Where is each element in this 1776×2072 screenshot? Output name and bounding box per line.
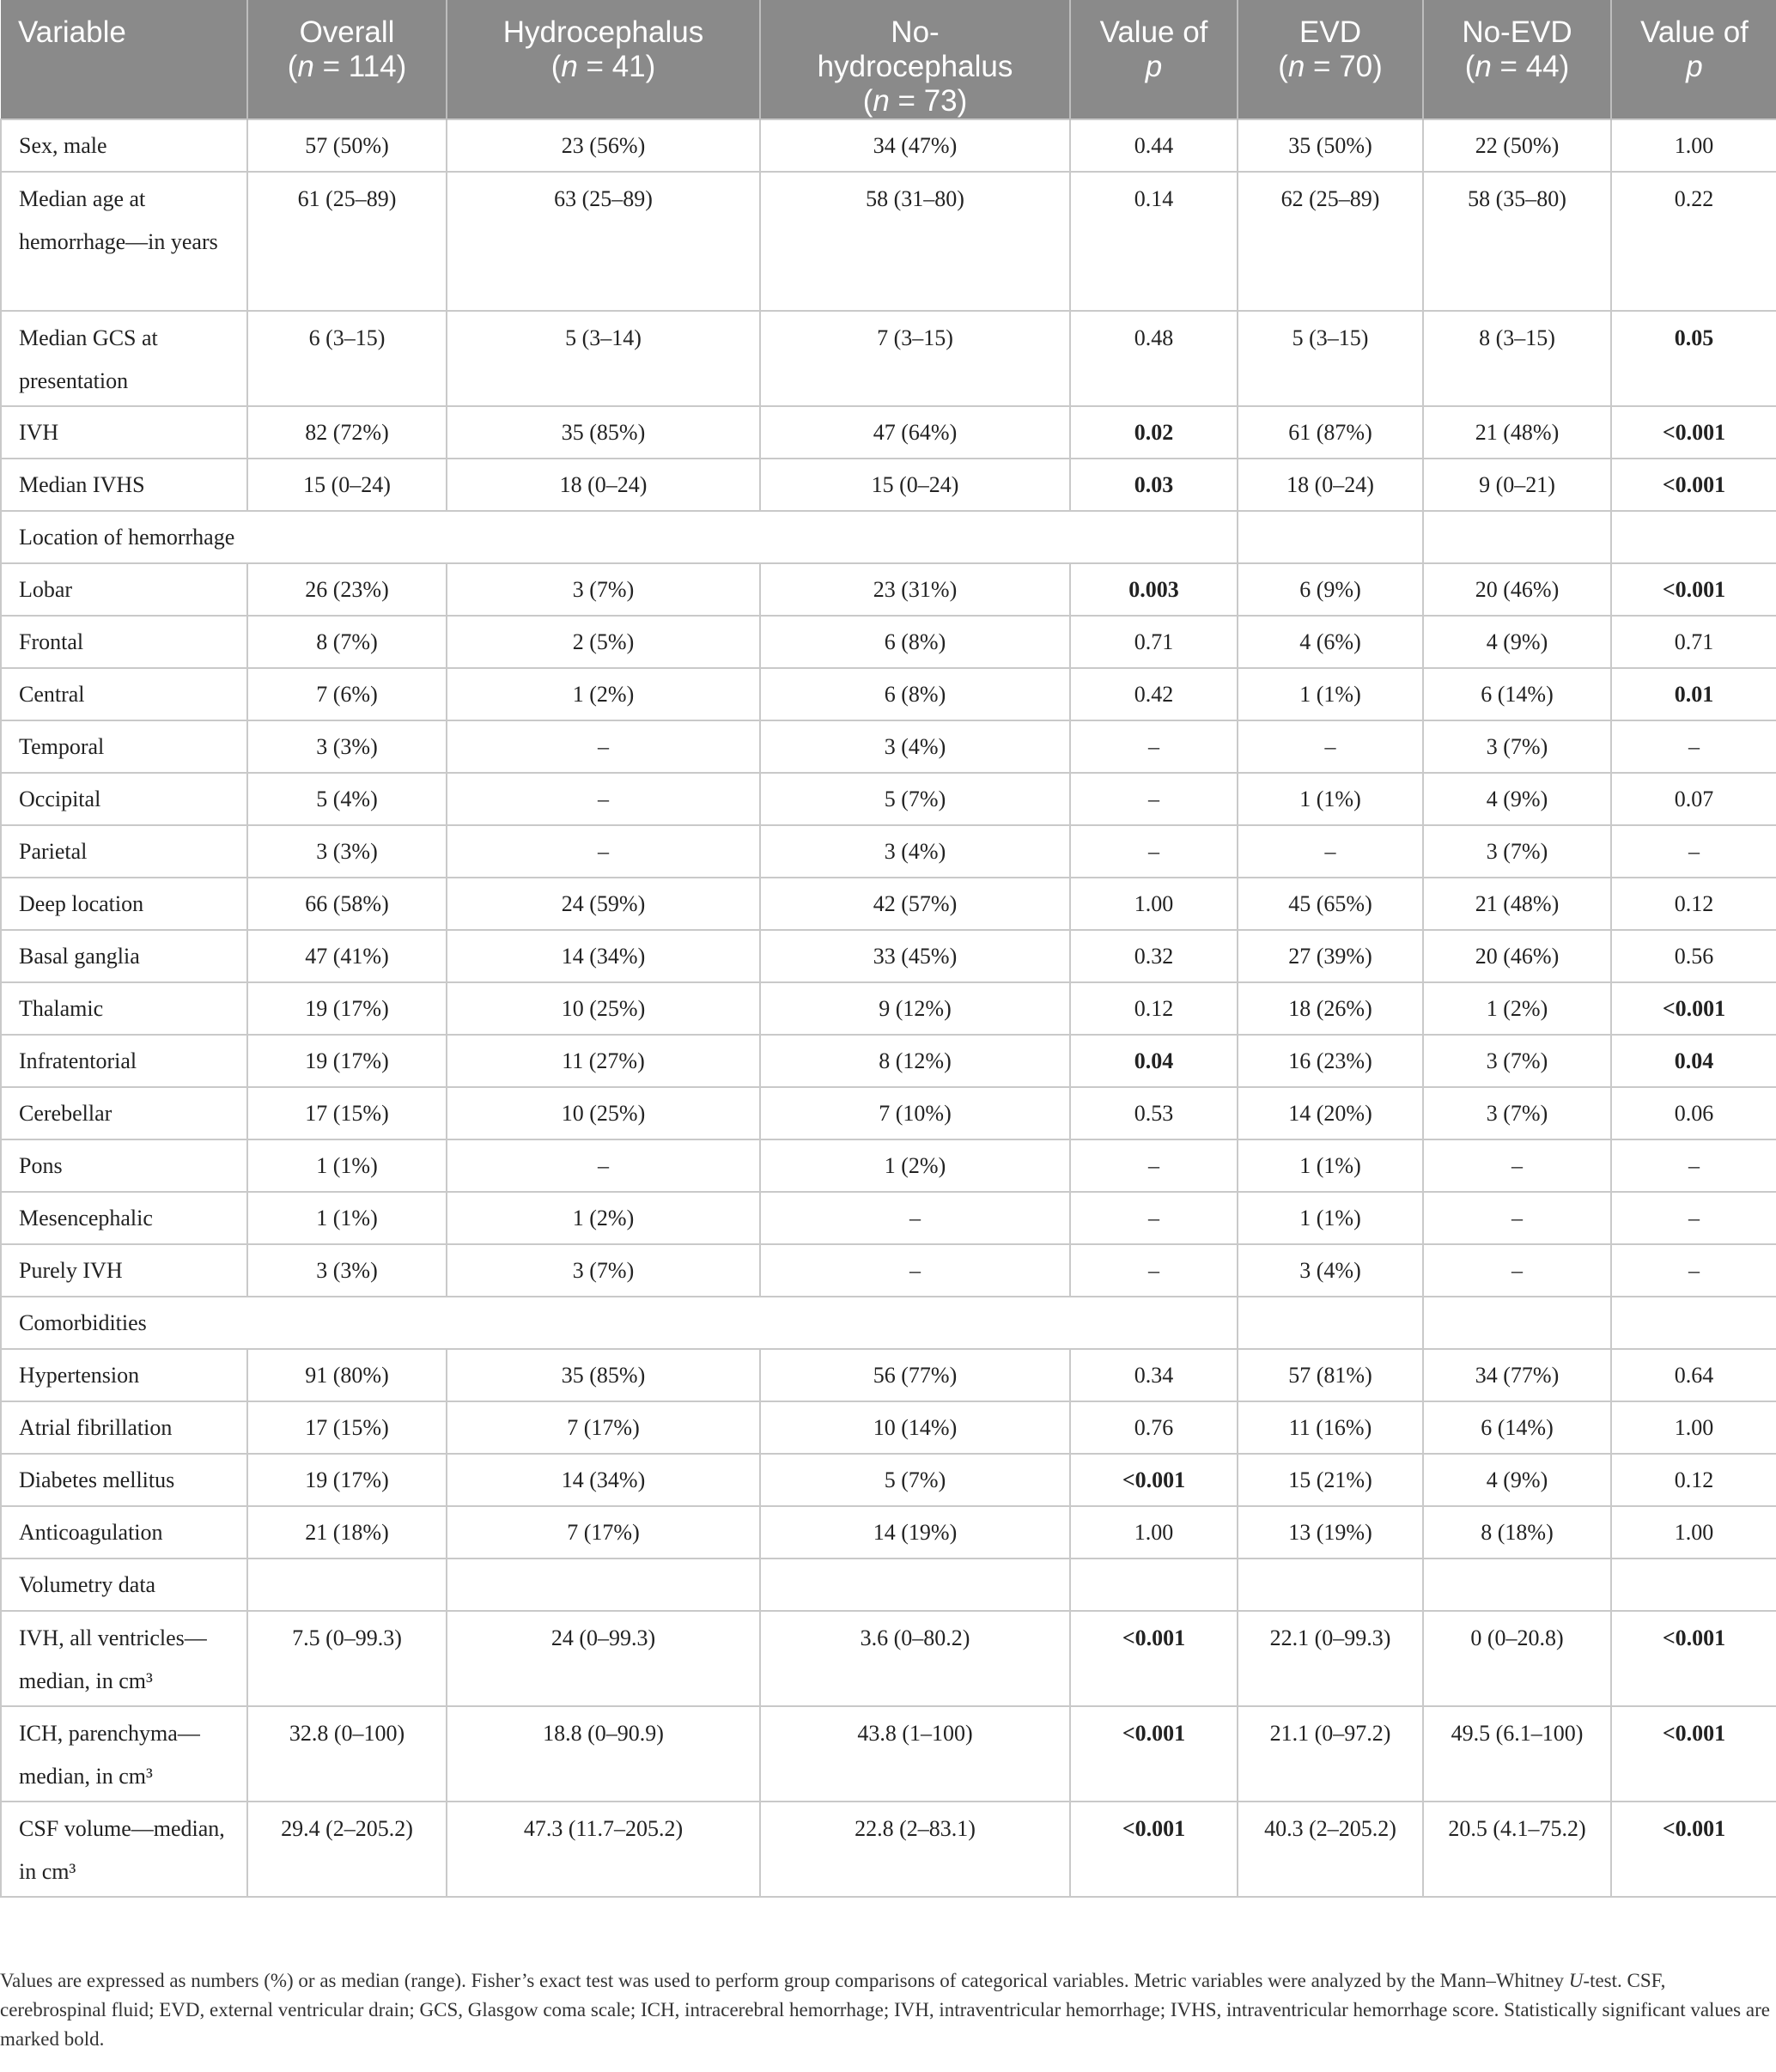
table-cell: 21 (48%) [1423, 878, 1611, 930]
table-cell: 13 (19%) [1238, 1506, 1423, 1559]
table-cell: 6 (3–15) [247, 311, 447, 406]
table-cell: 0.48 [1070, 311, 1238, 406]
table-cell: 9 (0–21) [1423, 459, 1611, 511]
table-cell: 9 (12%) [760, 982, 1070, 1035]
table-cell: <0.001 [1611, 563, 1776, 616]
header-no-hydrocephalus-line1: No- [891, 15, 940, 49]
table-cell: <0.001 [1070, 1454, 1238, 1506]
table-row [1, 616, 1776, 668]
table-cell: 11 (27%) [447, 1035, 760, 1087]
table-cell: 61 (25–89) [247, 172, 447, 311]
table-cell: – [1070, 720, 1238, 773]
table-cell: 6 (14%) [1423, 1401, 1611, 1454]
table-cell: 0.01 [1611, 668, 1776, 720]
n-equals: = [1305, 50, 1340, 83]
header-p-value-2-line1: Value of [1640, 15, 1749, 49]
table-cell: 10 (14%) [760, 1401, 1070, 1454]
table-cell: <0.001 [1611, 459, 1776, 511]
table-row [1, 720, 1776, 773]
table-cell: – [760, 1192, 1070, 1244]
table-cell: 3 (3%) [247, 1244, 447, 1297]
table-cell: <0.001 [1611, 1802, 1776, 1897]
table-row [1, 1802, 1776, 1897]
table-cell: 16 (23%) [1238, 1035, 1423, 1087]
table-cell: 1 (1%) [1238, 1192, 1423, 1244]
table-cell: 34 (47%) [760, 119, 1070, 172]
table-cell: 1.00 [1070, 878, 1238, 930]
header-p-value-2-line2: p [1686, 50, 1703, 83]
table-cell: 5 (7%) [760, 1454, 1070, 1506]
table-cell: – [1611, 1244, 1776, 1297]
table-cell: 1.00 [1611, 119, 1776, 172]
header-p-value-1-line2: p [1145, 50, 1163, 83]
table-cell: 22.8 (2–83.1) [760, 1802, 1070, 1897]
table-cell: 2 (5%) [447, 616, 760, 668]
table-cell: – [1238, 720, 1423, 773]
table-cell: <0.001 [1070, 1611, 1238, 1706]
table-cell: 5 (4%) [247, 773, 447, 825]
table-cell: 0.05 [1611, 311, 1776, 406]
row-label: Parietal [1, 825, 247, 878]
table-cell: 6 (8%) [760, 668, 1070, 720]
table-cell: 26 (23%) [247, 563, 447, 616]
header-row [1, 0, 1776, 119]
header-variable [1, 0, 247, 119]
table-cell: 23 (56%) [447, 119, 760, 172]
header-overall-label: Overall [299, 15, 395, 49]
table-cell: – [447, 825, 760, 878]
table-cell: 20 (46%) [1423, 930, 1611, 982]
table-cell: 1 (1%) [247, 1192, 447, 1244]
table-cell: 27 (39%) [1238, 930, 1423, 982]
header-p-value-1-line1: Value of [1099, 15, 1208, 49]
empty-cell [1423, 1559, 1611, 1611]
table-cell: 15 (0–24) [760, 459, 1070, 511]
table-cell: 0.64 [1611, 1349, 1776, 1401]
table-row [1, 1611, 1776, 1706]
table-cell: 19 (17%) [247, 982, 447, 1035]
header-overall: Overall (n = 114) [247, 0, 447, 119]
table-row [1, 119, 1776, 172]
table-body [1, 119, 1776, 1897]
table-cell: 0.03 [1070, 459, 1238, 511]
table-cell: 5 (7%) [760, 773, 1070, 825]
table-row [1, 982, 1776, 1035]
table-cell: 0.04 [1611, 1035, 1776, 1087]
section-label: Comorbidities [1, 1297, 1238, 1349]
header-no-hydrocephalus: No- hydrocephalus (n = 73) [760, 0, 1070, 119]
n-equals: = [577, 50, 612, 83]
table-row [1, 930, 1776, 982]
row-label: Atrial fibrillation [1, 1401, 247, 1454]
table-cell: – [1423, 1192, 1611, 1244]
table-cell: 5 (3–15) [1238, 311, 1423, 406]
table-cell: – [447, 1139, 760, 1192]
header-no-evd: No-EVD (n = 44) [1423, 0, 1611, 119]
table-cell: 0.71 [1611, 616, 1776, 668]
row-label: Deep location [1, 878, 247, 930]
table-row [1, 406, 1776, 459]
table-cell: 0.22 [1611, 172, 1776, 311]
table-cell: 3 (7%) [1423, 1087, 1611, 1139]
table-cell: 63 (25–89) [447, 172, 760, 311]
table-cell: 57 (81%) [1238, 1349, 1423, 1401]
table-cell: 20.5 (4.1–75.2) [1423, 1802, 1611, 1897]
table-row [1, 311, 1776, 406]
table-cell: 91 (80%) [247, 1349, 447, 1401]
section-label: Volumetry data [1, 1559, 247, 1611]
row-label: Lobar [1, 563, 247, 616]
table-cell: 7 (6%) [247, 668, 447, 720]
table-cell: 1 (1%) [1238, 773, 1423, 825]
footnote-text-1: Values are expressed as numbers (%) or as median (range). Fisher’s exact test was used to perform group comparisons of categorical variables. Metric variables were analyzed by the Mann–Whitney [0, 1970, 1569, 1991]
section-row [1, 1559, 1776, 1611]
table-row [1, 1706, 1776, 1802]
table-cell: 1.00 [1070, 1506, 1238, 1559]
table-row [1, 1139, 1776, 1192]
table-cell: 0.12 [1611, 878, 1776, 930]
table-cell: 49.5 (6.1–100) [1423, 1706, 1611, 1802]
header-hydrocephalus-label: Hydrocephalus [502, 15, 704, 49]
section-label: Location of hemorrhage [1, 511, 1238, 563]
table-cell: 14 (34%) [447, 1454, 760, 1506]
header-evd-n: 70 [1339, 50, 1373, 83]
table-cell: 3.6 (0–80.2) [760, 1611, 1070, 1706]
table-cell: 3 (7%) [1423, 825, 1611, 878]
empty-cell [760, 1559, 1070, 1611]
table-cell: 0.34 [1070, 1349, 1238, 1401]
row-label: Cerebellar [1, 1087, 247, 1139]
table-cell: 3 (7%) [447, 1244, 760, 1297]
table-row [1, 172, 1776, 311]
table-cell: 62 (25–89) [1238, 172, 1423, 311]
header-hydrocephalus: Hydrocephalus (n = 41) [447, 0, 760, 119]
table-cell: 15 (0–24) [247, 459, 447, 511]
row-label: Diabetes mellitus [1, 1454, 247, 1506]
empty-cell [1423, 511, 1611, 563]
table-cell: – [1611, 720, 1776, 773]
empty-cell [447, 1559, 760, 1611]
table-cell: 18 (0–24) [447, 459, 760, 511]
table-footnote [0, 1966, 1776, 2054]
row-label: Sex, male [1, 119, 247, 172]
table-cell: 82 (72%) [247, 406, 447, 459]
table-cell: 4 (9%) [1423, 773, 1611, 825]
table-cell: 21 (18%) [247, 1506, 447, 1559]
table-cell: 6 (14%) [1423, 668, 1611, 720]
header-evd-label: EVD [1299, 15, 1361, 49]
header-p-value-1 [1070, 0, 1238, 119]
n-symbol: n [873, 84, 890, 118]
table-cell: 40.3 (2–205.2) [1238, 1802, 1423, 1897]
row-label: Median age at hemorrhage—in years [1, 172, 247, 311]
table-cell: 47 (64%) [760, 406, 1070, 459]
row-label: IVH, all ventricles—median, in cm³ [1, 1611, 247, 1706]
row-label: Anticoagulation [1, 1506, 247, 1559]
table-cell: 7 (17%) [447, 1401, 760, 1454]
table-cell: 10 (25%) [447, 1087, 760, 1139]
row-label: Occipital [1, 773, 247, 825]
table-row [1, 1244, 1776, 1297]
empty-cell [1070, 1559, 1238, 1611]
table-cell: 33 (45%) [760, 930, 1070, 982]
table-row [1, 1035, 1776, 1087]
table-cell: 1.00 [1611, 1401, 1776, 1454]
table-cell: 19 (17%) [247, 1035, 447, 1087]
table-cell: 35 (85%) [447, 406, 760, 459]
table-cell: <0.001 [1611, 1611, 1776, 1706]
header-evd: EVD (n = 70) [1238, 0, 1423, 119]
row-label: Purely IVH [1, 1244, 247, 1297]
table-cell: 0.003 [1070, 563, 1238, 616]
table-cell: 0.04 [1070, 1035, 1238, 1087]
table-cell: 4 (6%) [1238, 616, 1423, 668]
table-cell: – [1423, 1139, 1611, 1192]
table-cell: 6 (9%) [1238, 563, 1423, 616]
footnote-u-symbol: U [1568, 1970, 1584, 1991]
table-cell: 4 (9%) [1423, 616, 1611, 668]
table-cell: 1 (1%) [1238, 1139, 1423, 1192]
n-symbol: n [561, 50, 578, 83]
table-cell: 3 (3%) [247, 825, 447, 878]
table-cell: 0.76 [1070, 1401, 1238, 1454]
table-cell: 0.06 [1611, 1087, 1776, 1139]
table-cell: 0.42 [1070, 668, 1238, 720]
table-cell: 8 (18%) [1423, 1506, 1611, 1559]
table-cell: 58 (31–80) [760, 172, 1070, 311]
table-cell: 66 (58%) [247, 878, 447, 930]
table-cell: 1.00 [1611, 1506, 1776, 1559]
table-cell: 0 (0–20.8) [1423, 1611, 1611, 1706]
table-cell: <0.001 [1070, 1706, 1238, 1802]
n-equals: = [313, 50, 349, 83]
table-cell: 22 (50%) [1423, 119, 1611, 172]
row-label: IVH [1, 406, 247, 459]
row-label: Median GCS at presentation [1, 311, 247, 406]
table-row [1, 1087, 1776, 1139]
n-symbol: n [1287, 50, 1305, 83]
table-cell: 42 (57%) [760, 878, 1070, 930]
row-label: CSF volume—median, in cm³ [1, 1802, 247, 1897]
empty-cell [1611, 511, 1776, 563]
table-cell: 0.14 [1070, 172, 1238, 311]
table-cell: 7 (17%) [447, 1506, 760, 1559]
table-cell: 23 (31%) [760, 563, 1070, 616]
header-overall-n: 114 [348, 50, 397, 83]
n-symbol: n [297, 50, 314, 83]
table-cell: 57 (50%) [247, 119, 447, 172]
table-cell: – [1611, 825, 1776, 878]
table-row [1, 1192, 1776, 1244]
table-cell: 5 (3–14) [447, 311, 760, 406]
table-cell: 24 (0–99.3) [447, 1611, 760, 1706]
table-cell: – [1070, 825, 1238, 878]
table-cell: 3 (3%) [247, 720, 447, 773]
header-no-evd-label: No-EVD [1462, 15, 1572, 49]
table-row [1, 1506, 1776, 1559]
n-symbol: n [1475, 50, 1492, 83]
header-no-evd-n: 44 [1525, 50, 1560, 83]
header-hydrocephalus-n: 41 [611, 50, 646, 83]
table-cell: 35 (50%) [1238, 119, 1423, 172]
table-cell: – [447, 720, 760, 773]
row-label: Frontal [1, 616, 247, 668]
empty-cell [1423, 1297, 1611, 1349]
table-cell: 3 (7%) [1423, 1035, 1611, 1087]
table-cell: 22.1 (0–99.3) [1238, 1611, 1423, 1706]
table-cell: 0.12 [1070, 982, 1238, 1035]
row-label: Temporal [1, 720, 247, 773]
empty-cell [1238, 1297, 1423, 1349]
section-row [1, 511, 1776, 563]
footnote-text-2: -test. CSF, cerebrospinal fluid; EVD, external ventricular drain; GCS, Glasgow coma scale; ICH, intracerebral hemorrhage; IVH, intraventricular hemorrhage; IVHS, intraventricular hemorrhage score. Statistically significant values are marked bold. [0, 1970, 1770, 2050]
header-variable-label: Variable [18, 15, 126, 49]
table-cell: 61 (87%) [1238, 406, 1423, 459]
table-cell: 24 (59%) [447, 878, 760, 930]
table-cell: 0.53 [1070, 1087, 1238, 1139]
table-row [1, 1454, 1776, 1506]
table-cell: 47 (41%) [247, 930, 447, 982]
table-cell: 0.12 [1611, 1454, 1776, 1506]
row-label: Infratentorial [1, 1035, 247, 1087]
table-cell: 3 (7%) [1423, 720, 1611, 773]
table-cell: 29.4 (2–205.2) [247, 1802, 447, 1897]
table-cell: – [1070, 773, 1238, 825]
table-cell: 1 (1%) [247, 1139, 447, 1192]
table-cell: <0.001 [1070, 1802, 1238, 1897]
table-cell: 1 (2%) [447, 668, 760, 720]
table-cell: – [447, 773, 760, 825]
table-cell: 14 (20%) [1238, 1087, 1423, 1139]
table-cell: 17 (15%) [247, 1401, 447, 1454]
table-cell: 6 (8%) [760, 616, 1070, 668]
table-cell: 21 (48%) [1423, 406, 1611, 459]
row-label: Central [1, 668, 247, 720]
empty-cell [1611, 1297, 1776, 1349]
table-cell: 3 (4%) [760, 825, 1070, 878]
row-label: Pons [1, 1139, 247, 1192]
table-row [1, 878, 1776, 930]
table-cell: – [1423, 1244, 1611, 1297]
table-cell: 11 (16%) [1238, 1401, 1423, 1454]
table-cell: 8 (7%) [247, 616, 447, 668]
table-cell: – [1238, 825, 1423, 878]
table-cell: 7 (3–15) [760, 311, 1070, 406]
section-row [1, 1297, 1776, 1349]
header-no-hydrocephalus-n: 73 [923, 84, 958, 118]
table-row [1, 459, 1776, 511]
table-cell: – [1611, 1139, 1776, 1192]
table-cell: 0.44 [1070, 119, 1238, 172]
table-cell: – [1070, 1192, 1238, 1244]
header-no-hydrocephalus-line2: hydrocephalus [817, 50, 1013, 83]
table-cell: 7 (10%) [760, 1087, 1070, 1139]
table-cell: 10 (25%) [447, 982, 760, 1035]
table-cell: 3 (4%) [760, 720, 1070, 773]
row-label: Thalamic [1, 982, 247, 1035]
table-cell: 4 (9%) [1423, 1454, 1611, 1506]
table-row [1, 1401, 1776, 1454]
table-cell: 20 (46%) [1423, 563, 1611, 616]
table-cell: 43.8 (1–100) [760, 1706, 1070, 1802]
n-equals: = [889, 84, 924, 118]
empty-cell [247, 1559, 447, 1611]
table-cell: 47.3 (11.7–205.2) [447, 1802, 760, 1897]
table-cell: 18.8 (0–90.9) [447, 1706, 760, 1802]
table-row [1, 563, 1776, 616]
row-label: ICH, parenchyma—median, in cm³ [1, 1706, 247, 1802]
table-row [1, 1349, 1776, 1401]
table-cell: <0.001 [1611, 406, 1776, 459]
table-row [1, 825, 1776, 878]
table-cell: 1 (1%) [1238, 668, 1423, 720]
empty-cell [1238, 1559, 1423, 1611]
n-equals: = [1491, 50, 1526, 83]
table-cell: 7.5 (0–99.3) [247, 1611, 447, 1706]
table-cell: 1 (2%) [447, 1192, 760, 1244]
table-cell: 0.56 [1611, 930, 1776, 982]
table-cell: 18 (0–24) [1238, 459, 1423, 511]
table-row [1, 773, 1776, 825]
table-cell: 21.1 (0–97.2) [1238, 1706, 1423, 1802]
table-cell: 0.02 [1070, 406, 1238, 459]
table-cell: 58 (35–80) [1423, 172, 1611, 311]
empty-cell [1611, 1559, 1776, 1611]
table-cell: – [760, 1244, 1070, 1297]
table-cell: <0.001 [1611, 1706, 1776, 1802]
table-cell: – [1070, 1139, 1238, 1192]
table-row [1, 668, 1776, 720]
table-cell: 8 (3–15) [1423, 311, 1611, 406]
table-cell: 45 (65%) [1238, 878, 1423, 930]
table-cell: 1 (2%) [760, 1139, 1070, 1192]
row-label: Hypertension [1, 1349, 247, 1401]
row-label: Basal ganglia [1, 930, 247, 982]
table-cell: 17 (15%) [247, 1087, 447, 1139]
table-cell: 8 (12%) [760, 1035, 1070, 1087]
table-cell: 32.8 (0–100) [247, 1706, 447, 1802]
table-cell: 3 (4%) [1238, 1244, 1423, 1297]
table-cell: <0.001 [1611, 982, 1776, 1035]
row-label: Median IVHS [1, 459, 247, 511]
empty-cell [1238, 511, 1423, 563]
table-cell: 3 (7%) [447, 563, 760, 616]
table-cell: 15 (21%) [1238, 1454, 1423, 1506]
table-cell: 1 (2%) [1423, 982, 1611, 1035]
table-cell: 56 (77%) [760, 1349, 1070, 1401]
header-p-value-2 [1611, 0, 1776, 119]
table-cell: 14 (19%) [760, 1506, 1070, 1559]
table-cell: 0.71 [1070, 616, 1238, 668]
table-cell: 0.32 [1070, 930, 1238, 982]
table-cell: 14 (34%) [447, 930, 760, 982]
table-cell: – [1611, 1192, 1776, 1244]
row-label: Mesencephalic [1, 1192, 247, 1244]
table-cell: – [1070, 1244, 1238, 1297]
table-cell: 35 (85%) [447, 1349, 760, 1401]
table-cell: 34 (77%) [1423, 1349, 1611, 1401]
table-cell: 18 (26%) [1238, 982, 1423, 1035]
table-cell: 0.07 [1611, 773, 1776, 825]
table-cell: 19 (17%) [247, 1454, 447, 1506]
